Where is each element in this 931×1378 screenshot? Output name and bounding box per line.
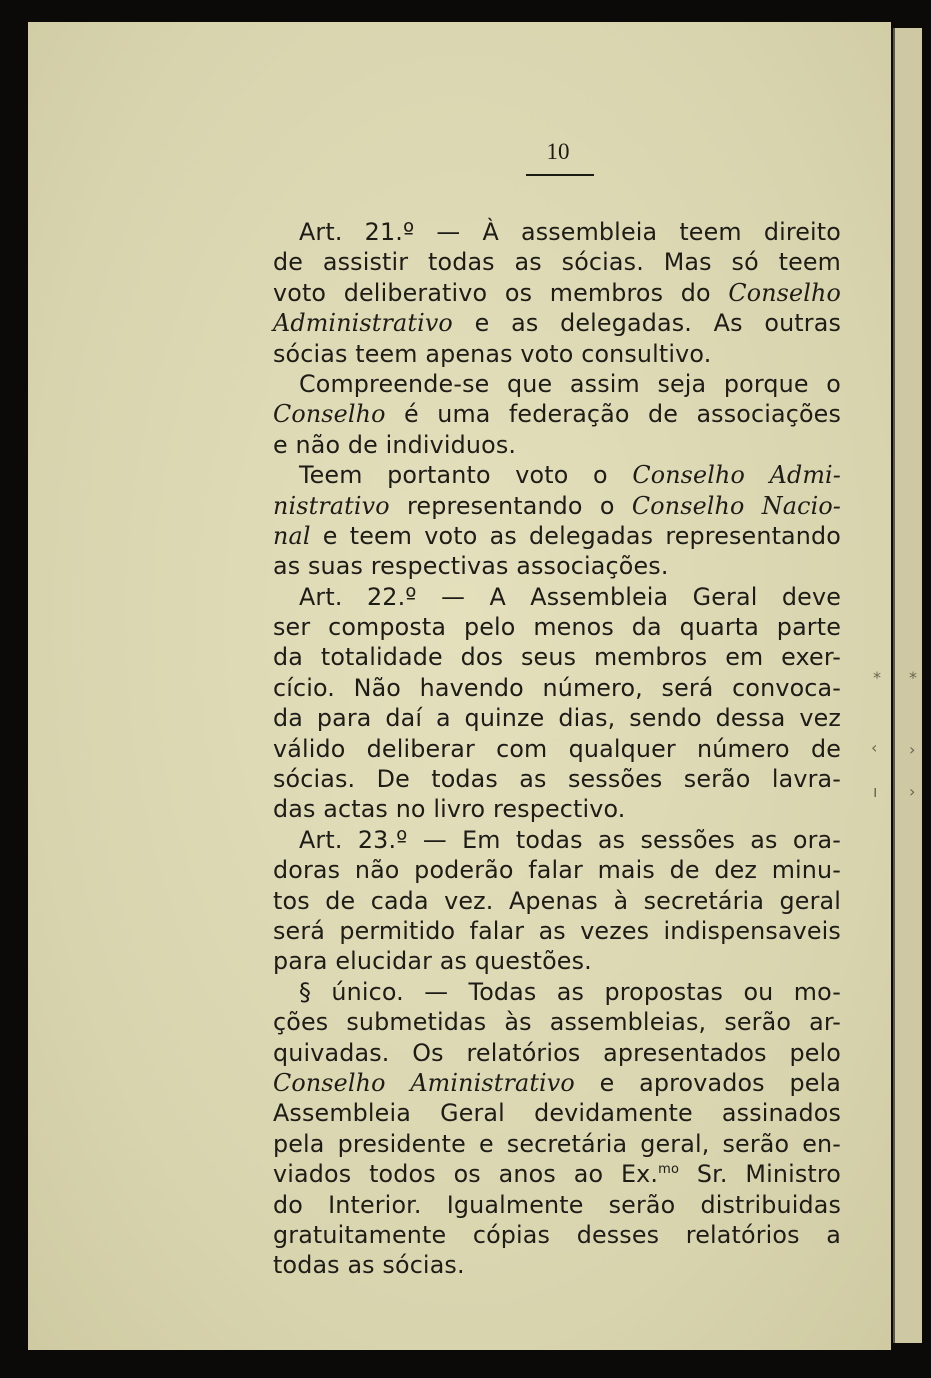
text-line: § único. — Todas as propostas ou mo- <box>299 977 841 1006</box>
text-line: e não de individuos. <box>273 430 517 459</box>
text-line: quivadas. Os relatórios apresentados pelo <box>273 1038 841 1067</box>
italic-text: Administrativo <box>273 309 453 338</box>
text-line: as suas respectivas associações. <box>273 552 669 581</box>
text-line: cício. Não havendo número, será convoca- <box>273 673 841 702</box>
text-line: sócias. De todas as sessões serão lavra- <box>273 765 841 794</box>
text-line: ções submetidas às assembleias, serão ar- <box>273 1008 841 1037</box>
text-line: pela presidente e secretária geral, serão en- <box>273 1129 841 1158</box>
book-page <box>28 22 891 1350</box>
italic-text: Conselho <box>273 400 386 429</box>
italic-text: Conselho Nacio- <box>631 491 841 520</box>
text-line: será permitido falar as vezes indispensaveis <box>273 916 841 945</box>
text-line: Art. 21.º — À assembleia teem direito <box>299 218 841 246</box>
adjacent-page-edge <box>871 28 922 1343</box>
text-line: de assistir todas as sócias. Mas só teem <box>273 248 841 277</box>
text-line: gratuitamente cópias desses relatórios a <box>273 1220 841 1249</box>
text-line: sócias teem apenas voto consultivo. <box>273 339 712 368</box>
text-line <box>273 278 841 308</box>
text-line: todas as sócias. <box>273 1251 465 1280</box>
text-line <box>273 491 841 521</box>
page-number-rule <box>526 174 594 176</box>
text-line: doras não poderão falar mais de dez minu- <box>273 856 841 885</box>
text-run: e as delegadas. As outras <box>452 309 841 338</box>
text-run: e aprovados pela <box>574 1068 841 1097</box>
text-run: viados todos os anos ao Ex. <box>273 1160 659 1189</box>
adjacent-page-mark: › <box>909 782 916 801</box>
adjacent-page-mark: ı <box>873 782 878 801</box>
text-run: representando o <box>389 491 632 520</box>
body-text <box>273 217 841 1281</box>
text-line: Compreende-se que assim seja porque o <box>299 369 841 398</box>
text-line: para elucidar as questões. <box>273 947 592 976</box>
text-line: tos de cada vez. Apenas à secretária geral <box>273 886 841 915</box>
text-line: Art. 22.º — A Assembleia Geral deve <box>299 582 841 611</box>
text-line: válido deliberar com qualquer número de <box>273 734 841 763</box>
text-line: ser composta pelo menos da quarta parte <box>273 613 841 642</box>
page-number: 10 <box>546 139 570 164</box>
text-line: Art. 23.º — Em todas as sessões as ora- <box>299 825 841 854</box>
text-run: e teem voto as delegadas representando <box>310 521 841 550</box>
text-line: das actas no livro respectivo. <box>273 795 626 824</box>
text-line <box>273 1068 841 1098</box>
adjacent-page-mark: * <box>909 668 917 687</box>
italic-text: Conselho Aministrativo <box>273 1068 575 1097</box>
adjacent-page-mark: › <box>909 740 916 759</box>
text-line: da para daí a quinze dias, sendo dessa vez <box>273 704 841 733</box>
adjacent-page-mark: * <box>873 668 881 687</box>
italic-text: Conselho Admi- <box>632 461 841 490</box>
text-line <box>273 460 841 490</box>
text-run: voto deliberativo os membros do <box>273 278 729 307</box>
text-run: é uma federação de associações <box>385 400 841 429</box>
italic-text: Conselho <box>728 278 841 307</box>
text-line: Assembleia Geral devidamente assinados <box>273 1099 841 1128</box>
text-line: do Interior. Igualmente serão distribuidas <box>273 1190 841 1219</box>
text-run: Teem portanto voto o <box>299 461 633 490</box>
text-line <box>273 399 841 429</box>
text-line <box>273 308 841 338</box>
adjacent-page-mark: ‹ <box>871 738 878 757</box>
italic-text: nistrativo <box>273 491 390 520</box>
text-line <box>273 521 841 551</box>
text-run: Sr. Ministro <box>679 1160 841 1189</box>
superscript-text: mo <box>658 1162 680 1178</box>
text-line: da totalidade dos seus membros em exer- <box>273 643 841 672</box>
text-line <box>273 1159 841 1189</box>
italic-text: nal <box>273 521 311 550</box>
